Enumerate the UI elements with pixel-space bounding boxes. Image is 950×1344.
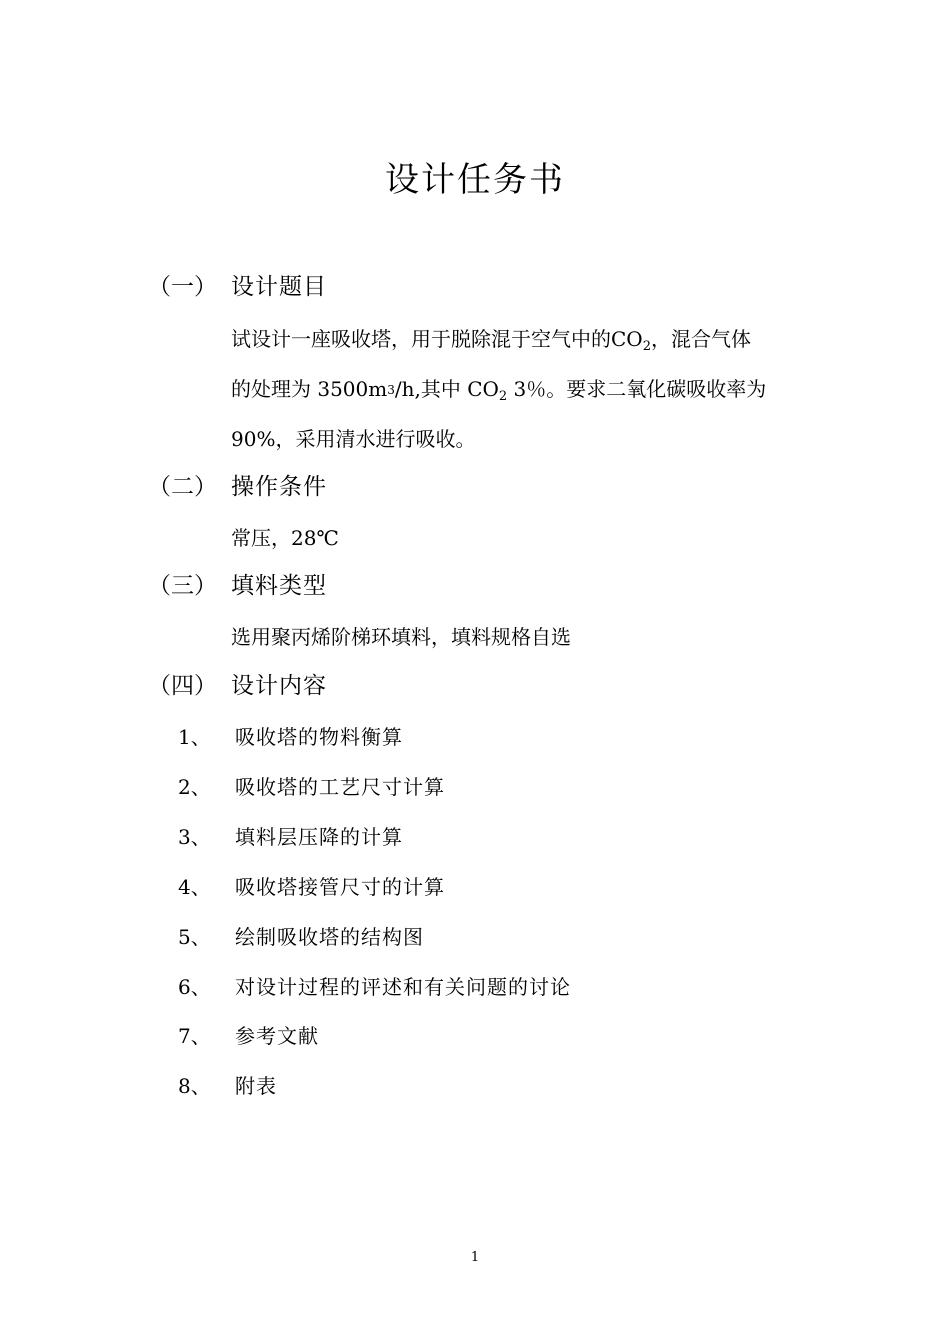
list-item-number: 3、 xyxy=(178,825,211,849)
list-item: 填料层压降的计算 xyxy=(235,825,403,849)
line-1-text-b: ，混合气体 xyxy=(650,327,751,351)
section-3-number: （三） xyxy=(148,573,217,599)
co-subscript-2: 2 xyxy=(498,389,508,404)
line-2-text-c: 3％。要求二氧化碳吸收率为 xyxy=(507,377,767,401)
section-1-line-1 xyxy=(231,323,751,352)
list-item: 吸收塔的物料衡算 xyxy=(235,725,403,749)
line-2-text-a: 的处理为 3500m xyxy=(231,377,388,401)
section-2-text: 常压，28℃ xyxy=(231,526,339,550)
list-item: 附表 xyxy=(235,1074,277,1098)
section-2-title: 操作条件 xyxy=(231,474,327,500)
section-3-text: 选用聚丙烯阶梯环填料，填料规格自选 xyxy=(231,625,571,649)
section-1-number: （一） xyxy=(148,274,217,300)
section-2-number: （二） xyxy=(148,474,217,500)
co-formula-2: CO xyxy=(467,377,499,401)
page-number: 1 xyxy=(470,1250,480,1265)
list-item-number: 1、 xyxy=(178,725,211,749)
list-item-number: 7、 xyxy=(178,1024,211,1048)
line-1-text-a: 试设计一座吸收塔，用于脱除混于空气中的 xyxy=(231,327,611,351)
list-item-number: 5、 xyxy=(178,925,211,949)
co-formula: CO xyxy=(611,327,643,351)
list-item: 对设计过程的评述和有关问题的讨论 xyxy=(235,975,571,999)
list-item-number: 4、 xyxy=(178,875,211,899)
list-item: 参考文献 xyxy=(235,1024,319,1048)
co-subscript: 2 xyxy=(642,339,651,354)
section-4-title: 设计内容 xyxy=(231,673,327,699)
section-1-line-2 xyxy=(231,373,766,402)
section-3-title: 填料类型 xyxy=(231,573,327,599)
list-item: 绘制吸收塔的结构图 xyxy=(235,925,424,949)
section-4-number: （四） xyxy=(148,673,217,699)
list-item-number: 8、 xyxy=(178,1074,211,1098)
page-title: 设计任务书 xyxy=(385,160,565,200)
list-item-number: 2、 xyxy=(178,775,211,799)
m3-superscript: 3 xyxy=(387,383,395,397)
list-item: 吸收塔接管尺寸的计算 xyxy=(235,875,445,899)
section-1-line-3: 90%，采用清水进行吸收。 xyxy=(231,427,476,451)
list-item-number: 6、 xyxy=(178,975,211,999)
line-2-text-b: /h,其中 xyxy=(394,377,468,401)
list-item: 吸收塔的工艺尺寸计算 xyxy=(235,775,445,799)
section-1-title: 设计题目 xyxy=(231,274,327,300)
